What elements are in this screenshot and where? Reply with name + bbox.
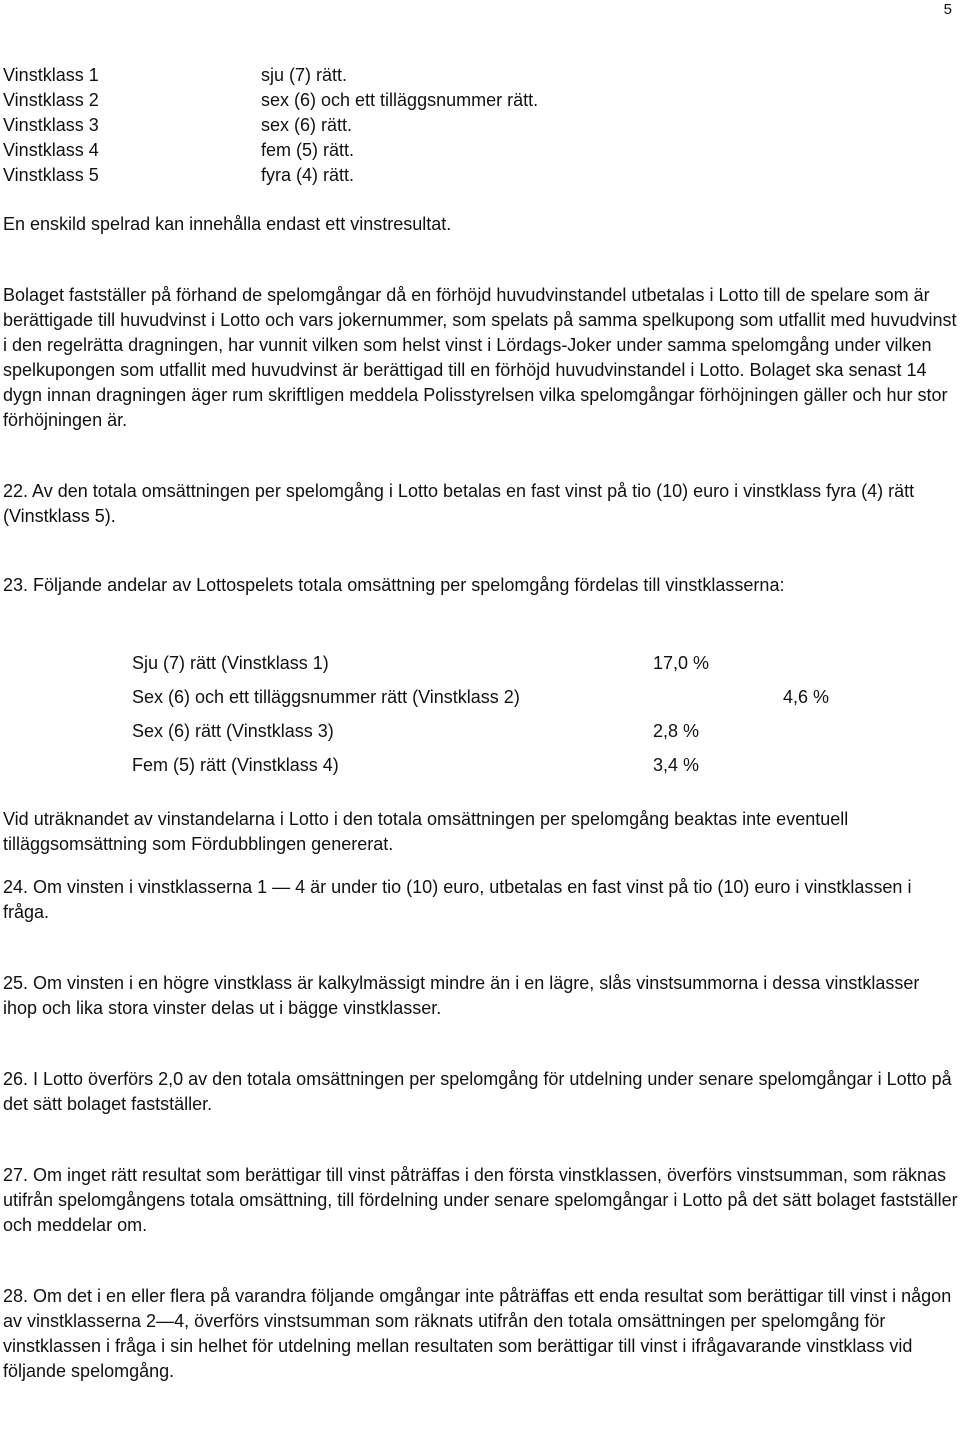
share-row — [132, 651, 958, 685]
paragraph-26: 26. I Lotto överförs 2,0 av den totala omsättningen per spelomgång för utdelning under senare spelomgångar i Lotto på det sätt bolaget fastställer. — [3, 1069, 952, 1114]
document-body — [3, 63, 958, 1384]
win-class-label: Vinstklass 2 — [3, 90, 99, 110]
share-label: Sex (6) rätt (Vinstklass 3) — [132, 721, 334, 741]
paragraph-24: 24. Om vinsten i vinstklasserna 1 — 4 är under tio (10) euro, utbetalas en fast vinst på tio (10) euro i vinstklassen i fråga. — [3, 877, 912, 922]
win-class-value: fem (5) rätt. — [261, 140, 355, 160]
share-row — [132, 753, 958, 787]
win-class-value: fyra (4) rätt. — [261, 165, 355, 185]
paragraph-27: 27. Om inget rätt resultat som berättigar till vinst påträffas i den första vinstklassen, överförs vinstsumman, som räknas utifrån spelomgångens totala omsättning, till fördelning under senare spelomgångar i Lotto på det sätt bolaget fastställer och meddelar om. — [3, 1165, 958, 1235]
share-percent: 4,6 % — [783, 687, 830, 707]
win-class-label: Vinstklass 5 — [3, 165, 99, 185]
win-class-value: sex (6) rätt. — [261, 115, 353, 135]
share-table — [132, 651, 958, 787]
win-class-label: Vinstklass 1 — [3, 65, 99, 85]
win-class-label: Vinstklass 4 — [3, 140, 99, 160]
paragraph-25: 25. Om vinsten i en högre vinstklass är kalkylmässigt mindre än i en lägre, slås vinstsummorna i dessa vinstklasser ihop och lika stora vinster delas ut i bägge vinstklasser. — [3, 973, 920, 1018]
paragraph-23: 23. Följande andelar av Lottospelets totala omsättning per spelomgång fördelas till vinstklasserna: — [3, 575, 785, 595]
share-label: Fem (5) rätt (Vinstklass 4) — [132, 755, 339, 775]
paragraph-22: 22. Av den totala omsättningen per spelomgång i Lotto betalas en fast vinst på tio (10) euro i vinstklass fyra (4) rätt (Vinstklass 5). — [3, 481, 915, 526]
share-row — [132, 719, 958, 753]
paragraph-28: 28. Om det i en eller flera på varandra följande omgångar inte påträffas ett enda resultat som berättigar till vinst i någon av vinstklasserna 2—4, överförs vinstsumman som räknats utifrån den totala omsättningen per spelomgång för vinstklassen i fråga i sin helhet för utdelning mellan resultaten som berättigar till vinst i ifrågavarande vinstklass vid följande spelomgång. — [3, 1286, 952, 1381]
win-class-list — [3, 63, 958, 188]
share-label: Sex (6) och ett tilläggsnummer rätt (Vinstklass 2) — [132, 687, 520, 707]
paragraph-jackpot: Bolaget fastställer på förhand de spelomgångar då en förhöjd huvudvinstandel utbetalas i Lotto till de spelare som är berättigade till huvudvinst i Lotto och vars jokernummer, som spelats på samma spelkupong som utfallit med huvudvinst i den regelrätta dragningen, har vunnit vilken som helst vinst i Lördags-Joker under samma spelomgång under vilken spelkupongen som utfallit med huvudvinst är berättigad till en förhöjd huvudvinstandel i Lotto. Bolaget ska senast 14 dygn innan dragningen äger rum skriftligen meddela Polisstyrelsen vilka spelomgångar förhöjningen gäller och hur stor förhöjningen är. — [3, 285, 957, 430]
share-label: Sju (7) rätt (Vinstklass 1) — [132, 653, 329, 673]
win-class-value: sju (7) rätt. — [261, 65, 348, 85]
share-row — [132, 685, 958, 719]
win-class-label: Vinstklass 3 — [3, 115, 99, 135]
paragraph-calculation: Vid uträknandet av vinstandelarna i Lotto i den totala omsättningen per spelomgång beaktas inte eventuell tilläggsomsättning som Fördubblingen genererat. — [3, 809, 849, 854]
paragraph-single-result: En enskild spelrad kan innehålla endast ett vinstresultat. — [3, 214, 452, 234]
page-number: 5 — [943, 1, 952, 18]
share-percent: 2,8 % — [653, 721, 700, 741]
share-percent: 3,4 % — [653, 755, 700, 775]
win-class-value: sex (6) och ett tilläggsnummer rätt. — [261, 90, 539, 110]
share-percent: 17,0 % — [653, 653, 710, 673]
